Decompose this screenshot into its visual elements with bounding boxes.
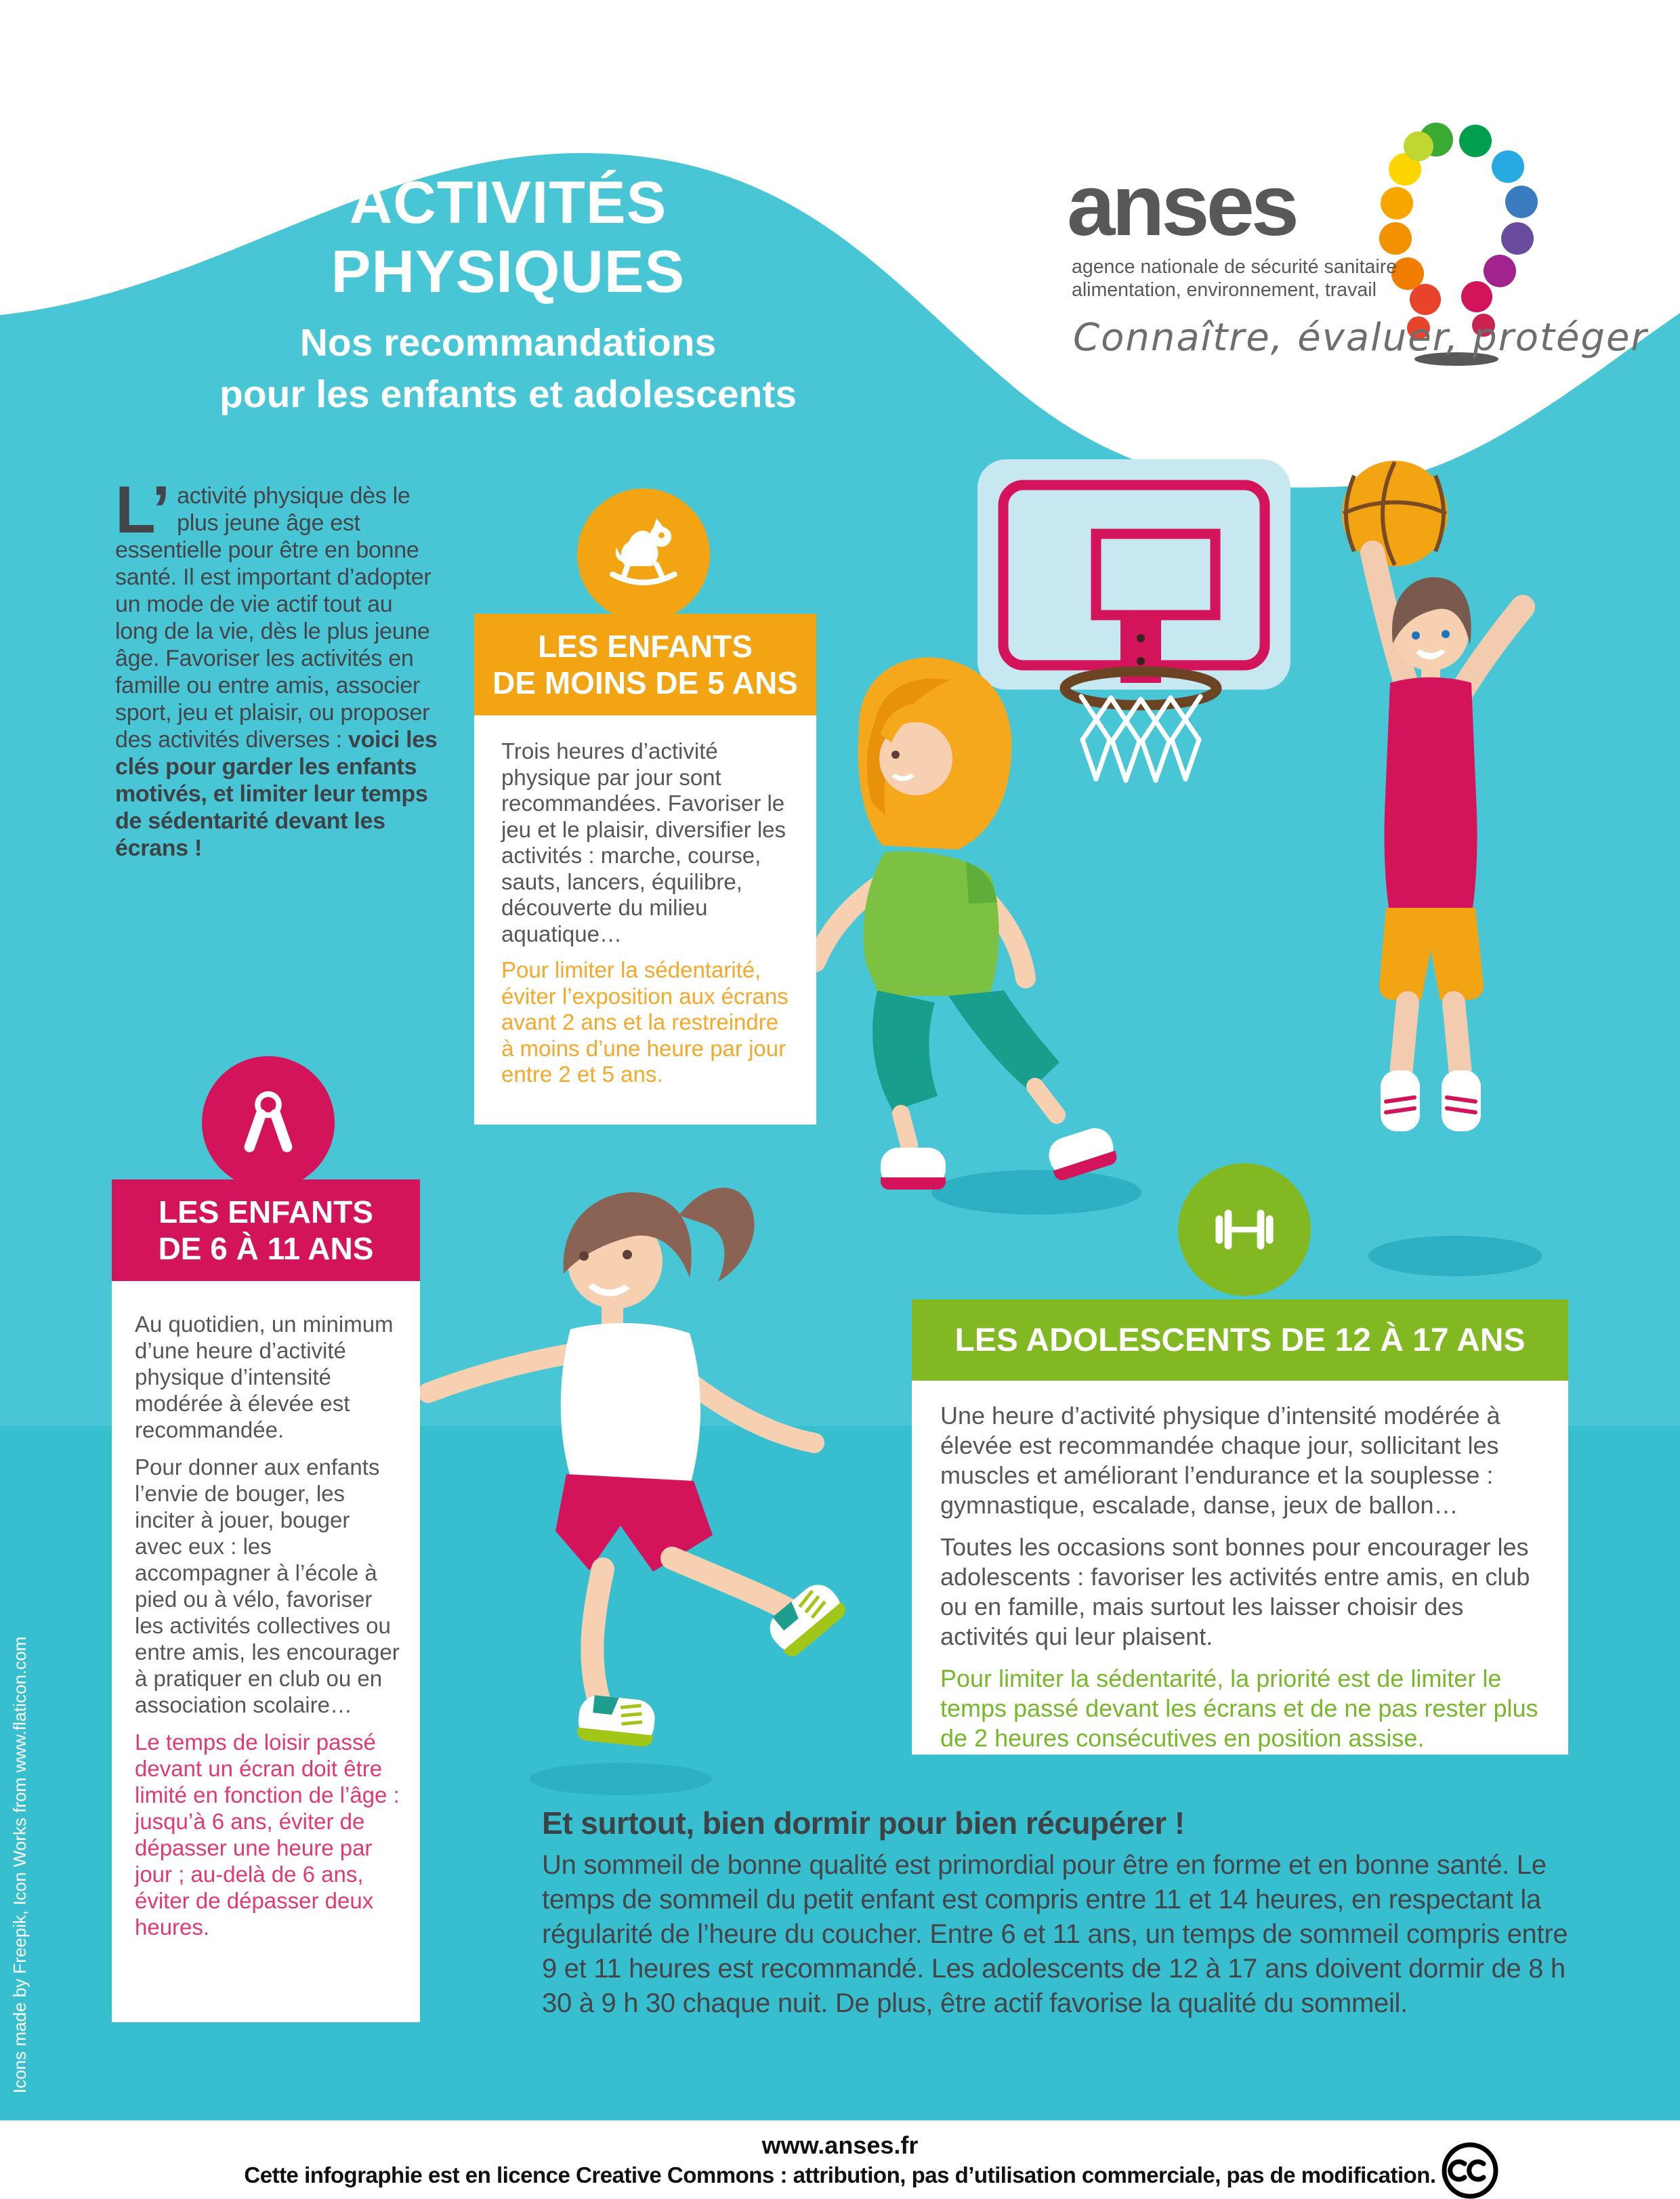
- section-kids-body2: Pour donner aux enfants l’envie de bouger, les inciter à jouer, bouger avec eux : les accompagner à l’école à pied ou à vélo, favoriser les activités collectives ou entre amis, les encourager à pratiquer en club ou en association scolaire…: [135, 1454, 400, 1717]
- anses-url-link[interactable]: www.anses.fr: [761, 2131, 919, 2159]
- section-kids-title-line1: LES ENFANTS: [159, 1194, 373, 1230]
- intro-dropcap: L’: [115, 472, 171, 547]
- poster-subtitle-line2: pour les enfants et adolescents: [219, 373, 797, 416]
- hand-grip-icon: [228, 1082, 309, 1163]
- section-teens-title: LES ADOLESCENTS DE 12 À 17 ANS: [954, 1322, 1526, 1358]
- anses-descriptor-line1: agence nationale de sécurité sanitaire: [1072, 256, 1398, 278]
- sleep-heading: Et surtout, bien dormir pour bien récupérer !: [542, 1805, 1185, 1841]
- section-teens-body2: Toutes les occasions sont bonnes pour encourager les adolescents : favoriser les activités entre amis, en club ou en famille, mais surtout les laisser choisir des activités qui leur plaisent.: [940, 1533, 1530, 1650]
- icon-credits-vertical: Icons made by Freepik, Icon Works from www.flaticon.com: [9, 1636, 30, 2093]
- anses-descriptor-line2: alimentation, environnement, travail: [1072, 279, 1377, 301]
- section-under5-card: [474, 715, 816, 1125]
- section-teens-header: [912, 1299, 1568, 1381]
- shadow-boy: [1368, 1236, 1542, 1276]
- anses-tagline: Connaître, évaluer, protéger: [1073, 316, 1648, 360]
- license-text: Cette infographie est en licence Creative Commons : attribution, pas d’utilisation commerciale, pas de modification.: [244, 2162, 1436, 2187]
- intro-paragraph: [115, 472, 439, 862]
- section-kids-header: [112, 1179, 420, 1281]
- section-teens-body1: Une heure d’activité physique d’intensité modérée à élevée est recommandée chaque jour, sollicitant les muscles et améliorant l’endurance et la souplesse : gymnastique, escalade, danse, jeux de ballon…: [940, 1402, 1500, 1519]
- runner-front-shoe: [576, 1694, 656, 1747]
- section-kids-card: [112, 1281, 420, 2022]
- section-kids-title-line2: DE 6 À 11 ANS: [158, 1231, 374, 1266]
- shadow-girl-green: [931, 1170, 1141, 1215]
- shadow-girl-running: [529, 1763, 712, 1795]
- section-kids-highlight: Le temps de loisir passé devant un écran doit être limité en fonction de l’âge : jusqu’à 6 ans, éviter de dépasser une heure par jour ; au-delà de 6 ans, éviter de dépasser deux heures.: [135, 1730, 400, 1940]
- intro-lead-bold: voici les clés pour garder les enfants motivés, et limiter leur temps de sédentarité devant les écrans !: [115, 727, 438, 861]
- poster-title-line2: PHYSIQUES: [331, 238, 686, 305]
- intro-lead-regular: activité physique dès le plus jeune âge est essentielle pour être en bonne santé. Il est important d’adopter un mode de vie actif tout au long de la vie, dès le plus jeune âge. Favoriser les activités en famille ou entre amis, associer sport, jeu et plaisir, ou proposer des activités diverses :: [115, 483, 432, 753]
- section-under5-highlight: Pour limiter la sédentarité, éviter l’exposition aux écrans avant 2 ans et la restreindre à moins d’une heure par jour entre 2 et 5 ans.: [501, 957, 789, 1087]
- section-teens-icon-circle: [1178, 1163, 1311, 1296]
- section-under5-body: Trois heures d’activité physique par jour sont recommandées. Favoriser le jeu et le plaisir, diversifier les activités : marche, course, sauts, lancers, équilibre, découverte du milieu aquatique…: [501, 738, 786, 946]
- poster-subtitle-line1: Nos recommandations: [299, 321, 717, 364]
- creative-commons-icon: [1439, 2139, 1501, 2199]
- section-under5-icon-circle: [577, 488, 710, 621]
- dumbbell-icon: [1204, 1189, 1285, 1270]
- section-teens-highlight: Pour limiter la sédentarité, la priorité est de limiter le temps passé devant les écrans et de ne pas rester plus de 2 heures consécutives en position assise.: [940, 1664, 1538, 1752]
- section-teens-card: [912, 1381, 1568, 1755]
- section-under5-title-line1: LES ENFANTS: [538, 629, 753, 664]
- section-under5-header: [474, 614, 816, 715]
- poster-subtitle: [102, 317, 915, 420]
- creative-commons-badge: [1439, 2139, 1501, 2199]
- section-kids-icon-circle: [202, 1056, 335, 1189]
- section-kids-body1: Au quotidien, un minimum d’une heure d’activité physique d’intensité modérée à élevée est recommandée.: [135, 1312, 394, 1442]
- rocking-horse-icon: [603, 514, 684, 595]
- poster-title-line1: ACTIVITÉS: [349, 169, 667, 236]
- poster-title: [102, 168, 915, 306]
- sleep-body: Un sommeil de bonne qualité est primordial pour être en forme et en bonne santé. Le temps de sommeil du petit enfant est compris entre 11 et 14 heures, en respectant la régularité de l’heure du coucher. Entre 6 et 11 ans, un temps de sommeil compris entre 9 et 11 heures est recommandé. Les adolescents de 12 à 17 ans doivent dormir de 8 h 30 à 9 h 30 chaque nuit. De plus, être actif favorise la qualité du sommeil.: [542, 1850, 1568, 2018]
- anses-wordmark: anses: [1067, 157, 1296, 254]
- section-under5-title-line2: DE MOINS DE 5 ANS: [492, 665, 798, 700]
